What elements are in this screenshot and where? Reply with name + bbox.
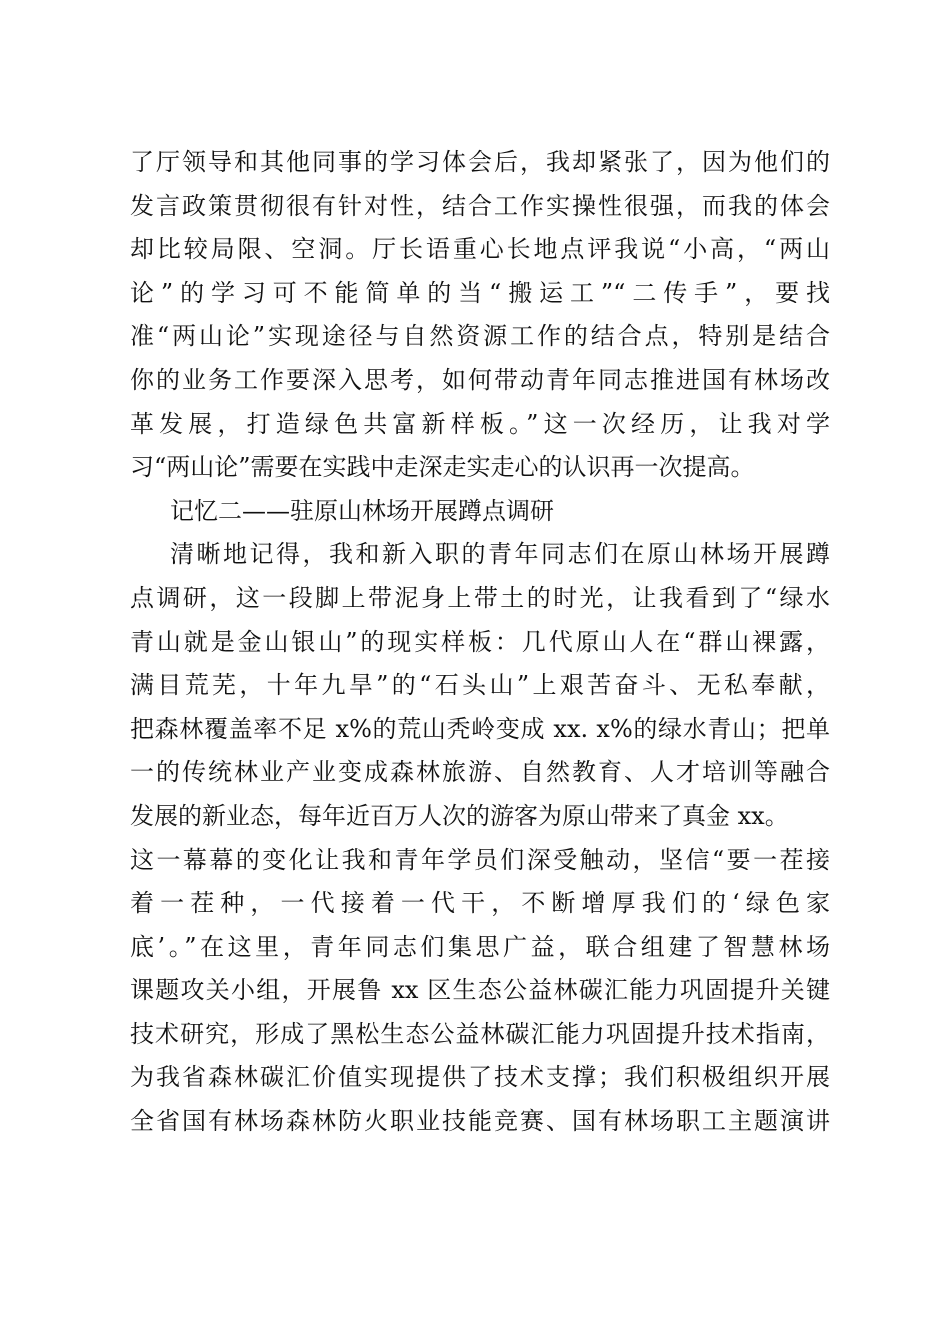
text-line: 课题攻关小组，开展鲁 xx 区生态公益林碳汇能力巩固提升关键	[130, 976, 830, 1005]
document-body	[130, 141, 830, 1144]
text-line: 全省国有林场森林防火职业技能竞赛、国有林场职工主题演讲	[130, 1107, 830, 1136]
text-line: 革发展，打造绿色共富新样板。”这一次经历，让我对学	[130, 409, 830, 438]
text-line: 准“两山论”实现途径与自然资源工作的结合点，特别是结合	[130, 322, 830, 351]
text-line: 满目荒芜，十年九旱”的“石头山”上艰苦奋斗、无私奉献，	[130, 671, 830, 700]
text-line: 着一茬种，一代接着一代干，不断增厚我们的‘绿色家	[130, 889, 830, 918]
text-line: 这一幕幕的变化让我和青年学员们深受触动，坚信“要一茬接	[130, 845, 830, 874]
text-line: 习“两山论”需要在实践中走深走实走心的认识再一次提高。	[130, 453, 755, 482]
text-line: 发言政策贯彻很有针对性，结合工作实操性很强，而我的体会	[130, 191, 830, 220]
text-line: 青山就是金山银山”的现实样板：几代原山人在“群山裸露，	[130, 627, 830, 656]
text-line: 点调研，这一段脚上带泥身上带土的时光，让我看到了“绿水	[130, 583, 830, 612]
text-line: 为我省森林碳汇价值实现提供了技术支撑；我们积极组织开展	[130, 1063, 830, 1092]
section-heading: 记忆二——驻原山林场开展蹲点调研	[170, 496, 554, 525]
text-line: 技术研究，形成了黑松生态公益林碳汇能力巩固提升技术指南，	[130, 1019, 830, 1048]
text-line: 你的业务工作要深入思考，如何带动青年同志推进国有林场改	[130, 365, 830, 394]
text-line: 了厅领导和其他同事的学习体会后，我却紧张了，因为他们的	[130, 148, 830, 176]
text-line: 把森林覆盖率不足 x%的荒山秃岭变成 xx. x%的绿水青山；把单	[130, 714, 830, 743]
text-line: 底’。”在这里，青年同志们集思广益，联合组建了智慧林场	[130, 932, 830, 961]
text-line: 发展的新业态，每年近百万人次的游客为原山带来了真金 xx。	[130, 801, 789, 830]
text-line: 清晰地记得，我和新入职的青年同志们在原山林场开展蹲	[170, 540, 830, 569]
text-line: 一的传统林业产业变成森林旅游、自然教育、人才培训等融合	[130, 758, 830, 787]
text-line: 却比较局限、空洞。厅长语重心长地点评我说“小高，“两山	[130, 235, 830, 264]
text-line: 论”的学习可不能简单的当“搬运工”“二传手”，要找	[130, 278, 830, 307]
